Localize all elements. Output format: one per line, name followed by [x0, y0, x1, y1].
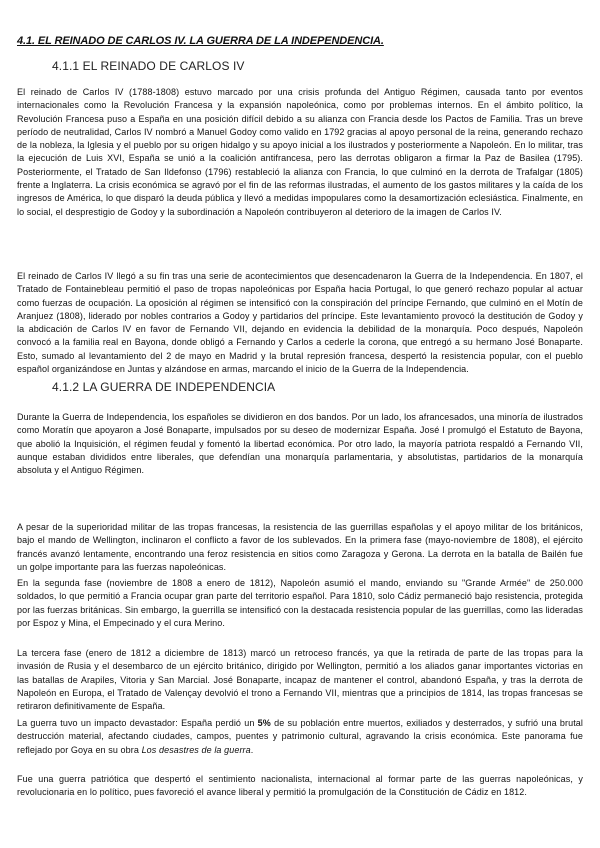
bold-text: 5%: [257, 718, 271, 728]
paragraph: [17, 717, 583, 757]
italic-artwork-title: Los desastres de la guerra: [141, 744, 251, 755]
paragraph: El reinado de Carlos IV (1788-1808) estuvo marcado por una crisis profunda del Antiguo Régimen, causada tanto por eventos internacionales como la Revolución Francesa y la expansión napoleónica, como por problemas internos. En el ámbito político, la Revolución Francesa puso a España en una posición difícil debido a su alianza con Francia desde los Pactos de Familia. Tras un breve período de neutralidad, Carlos IV nombró a Manuel Godoy como valido en 1792 gracias al apoyo personal de la reina, generando rechazo de la nobleza, la Iglesia y el pueblo por su origen hidalgo y su apoyo inicial a los ilustrados y posteriormente a Napoleón. En lo militar, tras la ejecución de Luis XVI, España se unió a la coalición antifrancesa, pero las derrotas obligaron a firmar la Paz de Basilea (1795). Posteriormente, el Tratado de San Ildefonso (1796) restableció la alianza con Francia, lo que culminó en la derrota de Trafalgar (1805) frente a Inglaterra. La crisis económica se agravó por el fin de las reformas ilustradas, el aumento de los gastos militares y la caída de los ingresos de América, lo que disparó la deuda pública y llevó a medidas impopulares como la desamortización eclesiástica. Finalmente, en lo social, el desprestigio de Godoy y la subordinación a Napoleón contribuyeron al deterioro de la imagen de Carlos IV.: [17, 87, 583, 217]
paragraph: Fue una guerra patriótica que despertó el sentimiento nacionalista, internacional al formar parte de las guerras napoleónicas, y revolucionaria en lo político, pues favoreció el avance liberal y permitió la promulgación de la Constitución de Cádiz en 1812.: [17, 774, 583, 798]
section-heading-carlos-iv: 4.1.1 EL REINADO DE CARLOS IV: [52, 59, 245, 73]
text-run: .: [250, 744, 254, 755]
paragraph: El reinado de Carlos IV llegó a su fin tras una serie de acontecimientos que desencadenaron la Guerra de la Independencia. En 1807, el Tratado de Fontainebleau permitió el paso de tropas napoleónicas por España hacia Portugal, lo que generó rechazo popular al actuar como fuerzas de ocupación. La oposición al régimen se intensificó con la conspiración del príncipe Fernando, que culminó en el Motín de Aranjuez (1808), liderado por nobles contrarios a Godoy y partidarios del príncipe. Este levantamiento provocó la destitución de Godoy y la abdicación de Carlos IV en favor de Fernando VII, dejando en evidencia la debilidad de la monarquía. Poco después, Napoleón convocó a la familia real en Bayona, donde obligó a Fernando y Carlos a cederle la corona, que entregó a su hermano José Bonaparte. Esto, sumado al levantamiento del 2 de mayo en Madrid y la brutal represión francesa, despertó la resistencia popular, con el pueblo español organizándose en Juntas y alzándose en armas, marcando el inicio de la Guerra de la Independencia.: [17, 271, 583, 375]
text-run: de su población entre muertos, exiliados y desterrados, y sufrió una brutal destrucción material, afectando ciudades, campos, puentes y patrimonio cultural, agravando la crisis económica. Este panorama fue reflejado por Goya en su obra: [17, 718, 584, 755]
text-run: La guerra tuvo un impacto devastador: España perdió un: [17, 718, 258, 728]
paragraph: En la segunda fase (noviembre de 1808 a enero de 1812), Napoleón asumió el mando, enviando su "Grande Armée" de 250.000 soldados, lo que permitió a Francia ocupar gran parte del territorio español. Para 1810, solo Cádiz permaneció bajo resistencia, protegida por las fuerzas británicas. Sin embargo, la guerrilla se intensificó con la destacada resistencia popular de las guerrillas, como las lideradas por Espoz y Mina, el Empecinado y el cura Merino.: [17, 578, 583, 628]
document-title: 4.1. EL REINADO DE CARLOS IV. LA GUERRA DE LA INDEPENDENCIA.: [17, 35, 384, 47]
section-heading-guerra-independencia: 4.1.2 LA GUERRA DE INDEPENDENCIA: [52, 380, 276, 394]
paragraph: Durante la Guerra de Independencia, los españoles se dividieron en dos bandos. Por un lado, los afrancesados, una minoría de ilustrados como Moratín que apoyaron a José Bonaparte, impulsados por su deseo de modernizar España. José I promulgó el Estatuto de Bayona, que abolió la Inquisición, el régimen feudal y fomentó la libertad económica. Por otro lado, la mayoría patriota respaldó a Fernando VII, aunque estaban divididos entre liberales, que defendían una monarquía parlamentaria, y absolutistas, partidarios de la monarquía absoluta y el Antiguo Régimen.: [17, 412, 583, 476]
paragraph: La tercera fase (enero de 1812 a diciembre de 1813) marcó un retroceso francés, ya que la retirada de parte de las tropas para la invasión de Rusia y el desembarco de un ejército británico, dirigido por Wellington, permitió a los aliados ganar importantes victorias en las batallas de Arapiles, Vitoria y San Marcial. José Bonaparte, incapaz de mantener el control, abandonó España, y tras la derrota de Napoleón en Europa, el Tratado de Valençay devolvió el trono a Fernando VII, mientras que a principios de 1814, las tropas francesas se retiraron definitivamente de España.: [17, 648, 583, 712]
paragraph: A pesar de la superioridad militar de las tropas francesas, la resistencia de las guerrillas españolas y el apoyo militar de los británicos, bajo el mando de Wellington, inclinaron el conflicto a favor de los sublevados. En la primera fase (mayo-noviembre de 1808), el ejército francés avanzó lentamente, encontrando una feroz resistencia en sitios como Zaragoza y Gerona. La derrota en la batalla de Bailén fue un golpe importante para las fuerzas napoleónicas.: [17, 522, 583, 572]
